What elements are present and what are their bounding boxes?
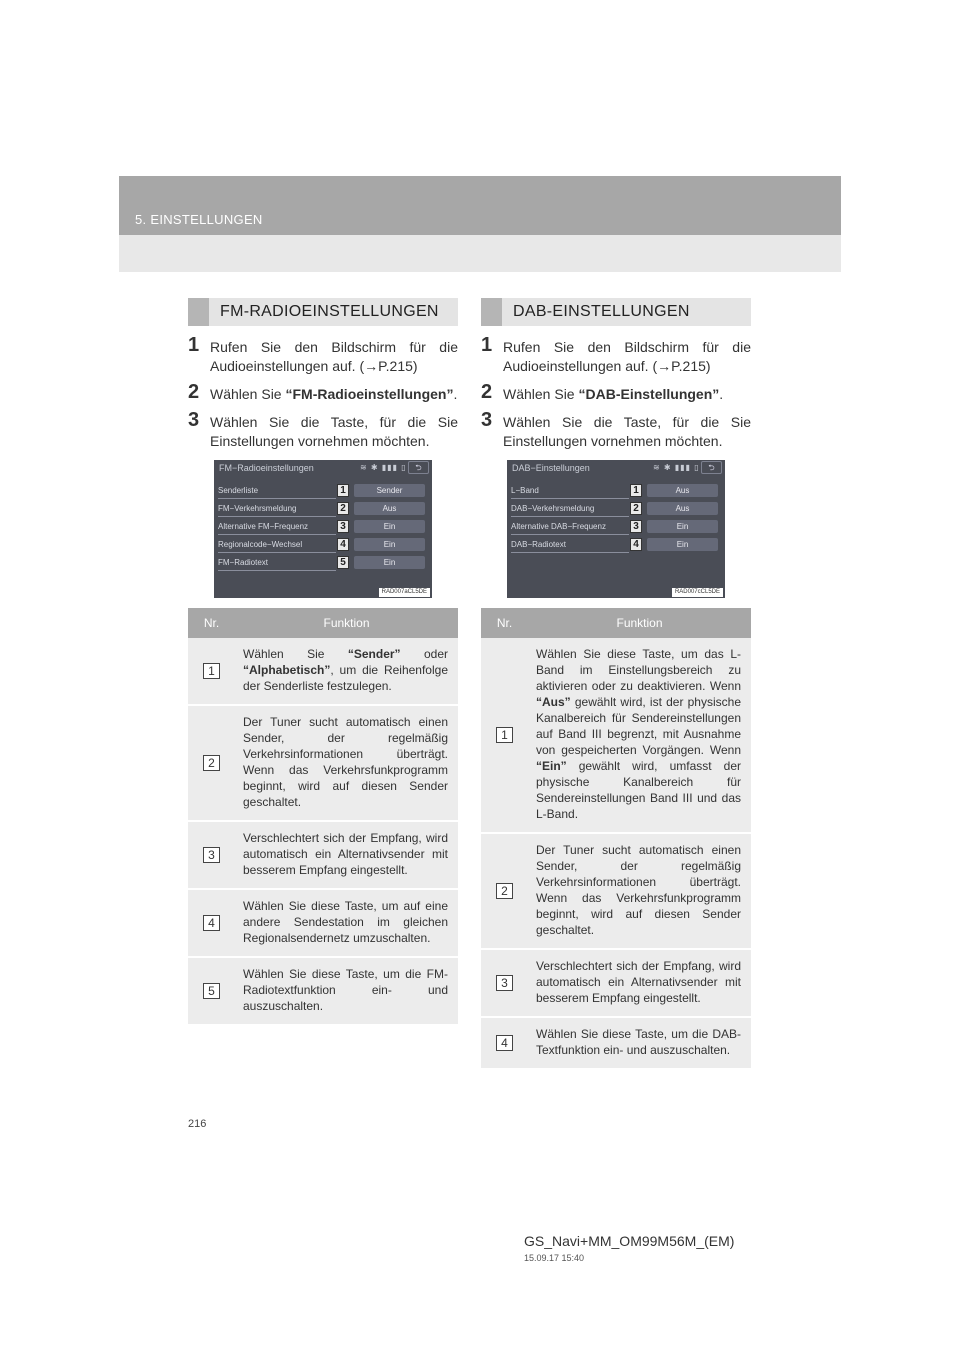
function-text: Verschlechtert sich der Empfang, wird automatisch ein Alternativsender mit besserem Empfang eingestellt. [536,959,741,1005]
screen-illustration [214,460,432,598]
function-text: Wählen Sie “Sender” oder “Alphabetisch”, um die Reihenfolge der Senderliste festzulegen. [243,647,448,693]
table-row [188,890,458,958]
callout-badge: 1 [337,484,349,497]
screen-row-label: FM−Verkehrsmeldung [218,503,336,517]
function-text: Verschlechtert sich der Empfang, wird automatisch ein Alternativsender mit besserem Empfang eingestellt. [243,831,448,877]
step-number: 1 [188,334,200,356]
screen-row [218,502,425,517]
screen-row-value: Ein [647,538,718,551]
screen-illustration [507,460,725,598]
screen-row-value: Sender [354,484,425,497]
screen-row [511,520,718,535]
callout-badge: 3 [337,520,349,533]
step-text: . [719,386,724,402]
step-text: Rufen Sie den Bildschirm für die Audioeinstellungen auf. (→P.215) [503,339,751,374]
step-keyword: “FM-Radioeinstellungen” [285,386,454,402]
section-heading [481,298,751,326]
step-text: Wählen Sie [210,386,286,402]
screen-title: DAB−Einstellungen [512,463,590,473]
back-icon: ⮌ [701,461,722,474]
number-box: 4 [496,1035,513,1051]
callout-badge: 4 [337,538,349,551]
table-row [481,1018,751,1070]
chapter-header-bar [119,176,841,235]
status-icons: ≋ ✱ ▮▮▮ ▯ [360,463,407,472]
step-number: 1 [481,334,493,356]
screen-row [218,538,425,553]
callout-badge: 2 [630,502,642,515]
function-table [481,608,751,1070]
screen-row-value: Ein [354,520,425,533]
screen-row-value: Aus [354,502,425,515]
step-number: 2 [188,381,200,403]
callout-badge: 3 [630,520,642,533]
step-text: Wählen Sie die Taste, für die Sie Einstellungen vornehmen möchten. [210,414,458,449]
chapter-title: 5. EINSTELLUNGEN [135,212,263,227]
number-box: 1 [496,727,513,743]
screen-row-label: Senderliste [218,485,336,499]
step-item [188,334,458,376]
screen-row-label: Regionalcode−Wechsel [218,539,336,553]
column-header-function: Funktion [323,616,370,630]
table-row [481,834,751,950]
step-item [481,381,751,404]
screen-row-label: Alternative FM−Frequenz [218,521,336,535]
column-header-nr: Nr. [203,616,220,630]
step-keyword: “DAB-Einstellungen” [578,386,720,402]
step-list [481,334,751,451]
step-item [481,334,751,376]
callout-badge: 5 [337,556,349,569]
heading-marker [188,298,209,326]
table-row [481,950,751,1018]
screen-row [511,484,718,499]
column-header-function: Funktion [616,616,663,630]
back-icon: ⮌ [408,461,429,474]
screen-row [511,538,718,553]
table-row [481,638,751,834]
screen-row [218,556,425,571]
document-id: GS_Navi+MM_OM99M56M_(EM) [524,1233,735,1249]
function-text: Der Tuner sucht automatisch einen Sender, der regelmäßig Verkehrsinformationen überträgt. Wenn das Verkehrsfunkprogramm beginnt, wird auf diesen Sender geschaltet. [243,715,448,809]
screen-row-label: Alternative DAB−Frequenz [511,521,629,535]
number-box: 2 [203,755,220,771]
screen-row-value: Ein [647,520,718,533]
status-icons: ≋ ✱ ▮▮▮ ▯ [653,463,700,472]
image-code: RAD007aCL5DE [379,588,430,597]
function-text: Der Tuner sucht automatisch einen Sender, der regelmäßig Verkehrsinformationen überträgt. Wenn das Verkehrsfunkprogramm beginnt, wird auf diesen Sender geschaltet. [536,843,741,937]
screen-title: FM−Radioeinstellungen [219,463,314,473]
function-text: Wählen Sie diese Taste, um die FM-Radiotextfunktion ein- und auszuschalten. [243,967,448,1013]
screen-row-label: DAB−Verkehrsmeldung [511,503,629,517]
step-number: 2 [481,381,493,403]
page-number: 216 [188,1118,207,1130]
function-text: Wählen Sie diese Taste, um auf eine andere Sendestation im gleichen Regionalsendernetz umzuschalten. [243,899,448,945]
screen-row [218,520,425,535]
table-row [188,958,458,1026]
screen-row-label: L−Band [511,485,629,499]
step-text: Wählen Sie [503,386,579,402]
number-box: 2 [496,883,513,899]
callout-badge: 1 [630,484,642,497]
image-code: RAD007cCL5DE [672,588,723,597]
section-heading-text: DAB-EINSTELLUNGEN [513,303,690,320]
table-header [481,608,751,638]
number-box: 5 [203,983,220,999]
table-row [188,822,458,890]
callout-badge: 2 [337,502,349,515]
dab-settings-section [481,298,751,1070]
step-text: Wählen Sie die Taste, für die Sie Einstellungen vornehmen möchten. [503,414,751,449]
table-row [188,638,458,706]
screen-row-value: Ein [354,556,425,569]
callout-badge: 4 [630,538,642,551]
step-list [188,334,458,451]
screen-row [511,502,718,517]
screen-row-label: DAB−Radiotext [511,539,629,553]
column-header-nr: Nr. [496,616,513,630]
number-box: 1 [203,663,220,679]
section-heading [188,298,458,326]
step-number: 3 [188,409,200,431]
function-text: Wählen Sie diese Taste, um das L-Band im Einstellungsbereich zu aktivieren oder zu deaktivieren. Wenn “Aus” gewählt wird, ist der physische Kanalbereich für Sendereinstellungen auf Band III begrenzt, mit Ausnahme von gespeicherten Vorgängen. Wenn “Ein” gewählt wird, umfasst der physische Kanalbereich für Sendereinstellungen Band III und das L-Band. [536,647,741,821]
screen-row-value: Aus [647,502,718,515]
function-table [188,608,458,1026]
chapter-header [119,176,841,272]
section-heading-text: FM-RADIOEINSTELLUNGEN [220,303,439,320]
table-row [188,706,458,822]
number-box: 4 [203,915,220,931]
table-header [188,608,458,638]
document-timestamp: 15.09.17 15:40 [524,1253,585,1263]
screen-row [218,484,425,499]
fm-settings-section [188,298,458,1026]
step-text: Rufen Sie den Bildschirm für die Audioeinstellungen auf. (→P.215) [210,339,458,374]
screen-row-value: Aus [647,484,718,497]
number-box: 3 [203,847,220,863]
step-item [188,409,458,451]
step-item [188,381,458,404]
step-number: 3 [481,409,493,431]
step-text: . [453,386,458,402]
function-text: Wählen Sie diese Taste, um die DAB-Textfunktion ein- und auszuschalten. [536,1027,741,1057]
heading-marker [481,298,502,326]
number-box: 3 [496,975,513,991]
screen-row-value: Ein [354,538,425,551]
screen-row-label: FM−Radiotext [218,557,336,571]
step-item [481,409,751,451]
